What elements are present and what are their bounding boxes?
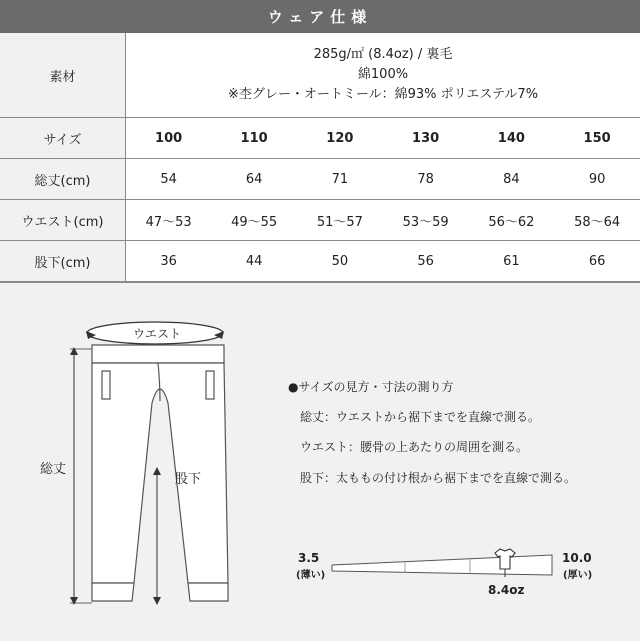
- inseam-cell: 66: [554, 241, 640, 282]
- length-cell: 71: [297, 159, 383, 200]
- inseam-cell: 50: [297, 241, 383, 282]
- scale-min-label: (薄い): [296, 566, 325, 581]
- size-row: [0, 118, 640, 159]
- inseam-cell: 44: [211, 241, 297, 282]
- guide-item: 股下：太ももの付け根から裾下までを直線で測る。: [300, 469, 576, 486]
- material-label: 素材: [0, 33, 126, 118]
- waist-cell: 51〜57: [297, 200, 383, 241]
- material-line: 285g/㎡ (8.4oz) / 裏毛: [126, 45, 640, 65]
- size-cell: 110: [211, 118, 297, 159]
- length-cell: 78: [383, 159, 469, 200]
- material-line: ※杢グレー・オートミール：綿93% ポリエステル7%: [126, 85, 640, 105]
- waist-cell: 49〜55: [211, 200, 297, 241]
- waist-cell: 53〜59: [383, 200, 469, 241]
- waist-label: ウエスト(cm): [0, 200, 126, 241]
- scale-min-value: 3.5: [298, 551, 319, 565]
- size-cell: 100: [126, 118, 212, 159]
- inseam-cell: 56: [383, 241, 469, 282]
- size-cell: 150: [554, 118, 640, 159]
- material-row: [0, 33, 640, 118]
- pants-icon: [92, 345, 228, 601]
- guide-heading: ●サイズの見方・寸法の測り方: [288, 378, 454, 395]
- size-cell: 140: [469, 118, 555, 159]
- length-cell: 64: [211, 159, 297, 200]
- waist-row: [0, 200, 640, 241]
- waist-cell: 56〜62: [469, 200, 555, 241]
- length-label: 総丈(cm): [0, 159, 126, 200]
- measurement-section: [0, 282, 640, 641]
- inseam-diagram-label: 股下: [175, 472, 201, 487]
- page-title: ウェア仕様: [0, 0, 640, 33]
- inseam-cell: 36: [126, 241, 212, 282]
- waist-cell: 58〜64: [554, 200, 640, 241]
- length-cell: 90: [554, 159, 640, 200]
- length-row: [0, 159, 640, 200]
- inseam-label: 股下(cm): [0, 241, 126, 282]
- material-line: 綿100%: [126, 65, 640, 85]
- material-cell: [126, 33, 640, 118]
- inseam-cell: 61: [469, 241, 555, 282]
- scale-max-value: 10.0: [562, 551, 592, 565]
- guide-item: 総丈：ウエストから裾下までを直線で測る。: [300, 408, 540, 425]
- size-cell: 130: [383, 118, 469, 159]
- length-cell: 84: [469, 159, 555, 200]
- waist-diagram-label: ウエスト: [133, 327, 181, 341]
- spec-table: [0, 33, 640, 282]
- pants-diagram: [0, 283, 640, 641]
- scale-max-label: (厚い): [563, 566, 592, 581]
- total-length-diagram-label: 総丈: [40, 461, 66, 477]
- waist-cell: 47〜53: [126, 200, 212, 241]
- size-cell: 120: [297, 118, 383, 159]
- scale-current-value: 8.4oz: [488, 583, 525, 597]
- total-length-arrow: [70, 349, 92, 603]
- guide-item: ウエスト：腰骨の上あたりの周囲を測る。: [300, 438, 528, 455]
- thickness-scale: [332, 549, 552, 577]
- size-label: サイズ: [0, 118, 126, 159]
- length-cell: 54: [126, 159, 212, 200]
- inseam-row: [0, 241, 640, 282]
